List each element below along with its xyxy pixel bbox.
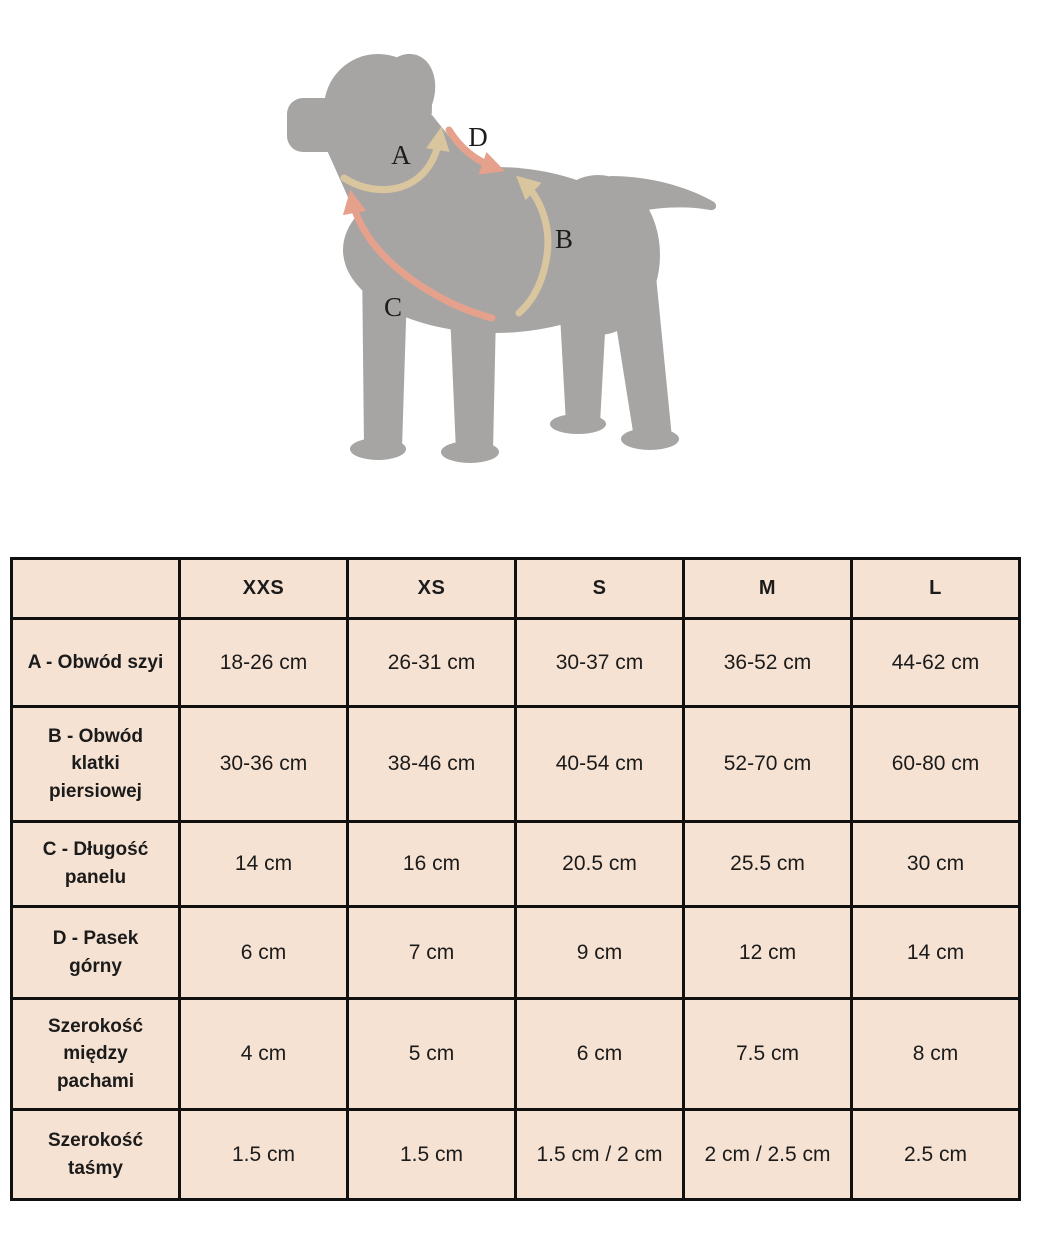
size-column-m: M — [684, 559, 852, 619]
value-cell: 5 cm — [348, 999, 516, 1110]
row-label-chest: B - Obwód klatki piersiowej — [12, 707, 180, 822]
dog-front-paw-far — [350, 438, 406, 460]
table-row-chest — [12, 707, 1020, 822]
row-label-neck: A - Obwód szyi — [12, 619, 180, 707]
value-cell: 2.5 cm — [852, 1110, 1020, 1200]
value-cell: 7 cm — [348, 907, 516, 999]
value-cell: 14 cm — [180, 822, 348, 907]
value-cell: 6 cm — [516, 999, 684, 1110]
dog-silhouette — [287, 46, 716, 463]
value-cell: 18-26 cm — [180, 619, 348, 707]
value-cell: 16 cm — [348, 822, 516, 907]
size-column-s: S — [516, 559, 684, 619]
value-cell: 30 cm — [852, 822, 1020, 907]
table-row-neck — [12, 619, 1020, 707]
table-row-top-strap — [12, 907, 1020, 999]
value-cell: 1.5 cm — [180, 1110, 348, 1200]
value-cell: 30-37 cm — [516, 619, 684, 707]
value-cell: 14 cm — [852, 907, 1020, 999]
value-cell: 9 cm — [516, 907, 684, 999]
value-cell: 8 cm — [852, 999, 1020, 1110]
value-cell: 40-54 cm — [516, 707, 684, 822]
measure-label-d: D — [468, 122, 488, 152]
size-column-l: L — [852, 559, 1020, 619]
value-cell: 52-70 cm — [684, 707, 852, 822]
size-column-xxs: XXS — [180, 559, 348, 619]
row-label-top-strap: D - Pasek górny — [12, 907, 180, 999]
dog-hind-leg-far — [606, 262, 672, 438]
value-cell: 44-62 cm — [852, 619, 1020, 707]
value-cell: 36-52 cm — [684, 619, 852, 707]
value-cell: 4 cm — [180, 999, 348, 1110]
row-label-panel-length: C - Długość panelu — [12, 822, 180, 907]
dog-measurement-diagram — [0, 0, 1037, 545]
table-row-tape-width — [12, 1110, 1020, 1200]
row-label-tape-width: Szerokość taśmy — [12, 1110, 180, 1200]
value-cell: 12 cm — [684, 907, 852, 999]
dog-hind-paw-near — [550, 414, 606, 434]
value-cell: 30-36 cm — [180, 707, 348, 822]
size-column-xs: XS — [348, 559, 516, 619]
dog-hind-leg-near — [558, 278, 608, 424]
value-cell: 26-31 cm — [348, 619, 516, 707]
dog-tail — [610, 176, 716, 216]
value-cell: 38-46 cm — [348, 707, 516, 822]
dog-hind-paw-far — [621, 428, 679, 450]
table-row-panel-length — [12, 822, 1020, 907]
value-cell: 7.5 cm — [684, 999, 852, 1110]
value-cell: 1.5 cm / 2 cm — [516, 1110, 684, 1200]
size-header-row — [12, 559, 1020, 619]
dog-front-paw-near — [441, 441, 499, 463]
dog-front-leg-far — [362, 258, 408, 448]
dog-front-leg-near — [448, 266, 497, 452]
table-row-between-armpits — [12, 999, 1020, 1110]
corner-cell — [12, 559, 180, 619]
row-label-between-armpits: Szerokość między pachami — [12, 999, 180, 1110]
value-cell: 25.5 cm — [684, 822, 852, 907]
value-cell: 6 cm — [180, 907, 348, 999]
value-cell: 1.5 cm — [348, 1110, 516, 1200]
measure-label-a: A — [391, 140, 411, 170]
measure-label-c: C — [383, 292, 403, 322]
value-cell: 60-80 cm — [852, 707, 1020, 822]
size-chart-table — [10, 557, 1021, 1201]
value-cell: 2 cm / 2.5 cm — [684, 1110, 852, 1200]
measure-label-b: B — [554, 224, 574, 254]
value-cell: 20.5 cm — [516, 822, 684, 907]
